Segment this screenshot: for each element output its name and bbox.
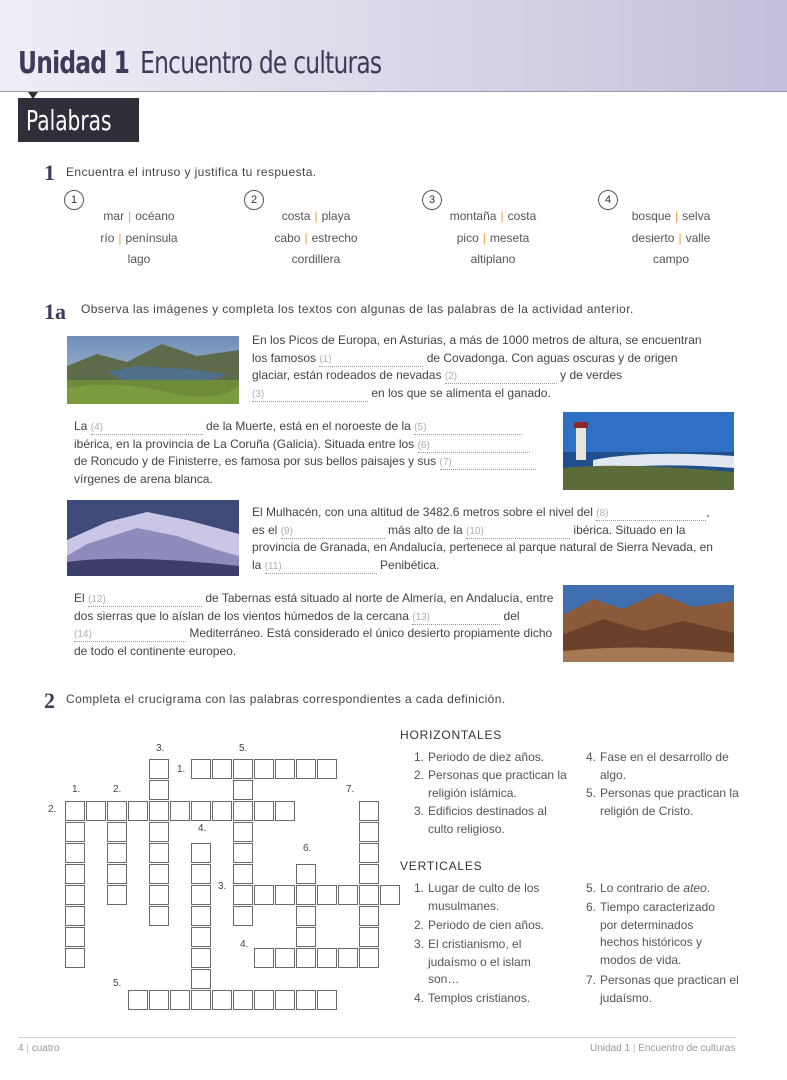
clue-number: 3. bbox=[414, 937, 425, 951]
crossword-cell[interactable] bbox=[149, 780, 169, 800]
clue-v7 bbox=[586, 972, 746, 1007]
word-row bbox=[418, 252, 568, 266]
word: costa bbox=[281, 209, 311, 223]
crossword-cell[interactable] bbox=[254, 990, 274, 1010]
crossword-cell[interactable] bbox=[65, 906, 85, 926]
text: más alto de la bbox=[384, 522, 467, 537]
answer-blank-10[interactable]: (10) bbox=[466, 526, 570, 539]
exercise-2-instruction: Completa el crucigrama con las palabras correspondientes a cada definición. bbox=[66, 692, 506, 706]
text: del bbox=[500, 608, 520, 623]
word-group-3 bbox=[422, 190, 442, 210]
crossword-cell[interactable] bbox=[296, 885, 316, 905]
word: pico bbox=[456, 231, 479, 245]
crossword-cell[interactable] bbox=[338, 885, 358, 905]
clue-number: 7. bbox=[586, 973, 597, 987]
blank-number: 1 bbox=[322, 353, 329, 365]
unit-number: Unidad 1 bbox=[18, 46, 130, 81]
crossword-cell[interactable] bbox=[191, 969, 211, 989]
group-number: 4 bbox=[598, 190, 618, 210]
clue-label-h3: 3. bbox=[218, 881, 227, 892]
word: altiplano bbox=[470, 252, 516, 266]
crossword-cell[interactable] bbox=[359, 864, 379, 884]
separator: | bbox=[128, 209, 132, 223]
blank-number: 2 bbox=[448, 371, 454, 383]
word: cordillera bbox=[291, 252, 341, 266]
unit-footer: Unidad 1 | Encuentro de culturas bbox=[590, 1043, 736, 1054]
crossword-cell[interactable] bbox=[338, 948, 358, 968]
lighthouse-photo bbox=[563, 412, 734, 490]
crossword-cell[interactable] bbox=[254, 948, 274, 968]
clue-text: . bbox=[706, 881, 711, 895]
word-row bbox=[418, 231, 568, 245]
clue-text: Edificios destinados al culto religioso. bbox=[428, 804, 547, 836]
blank-number: 10 bbox=[469, 525, 481, 537]
word: río bbox=[100, 231, 115, 245]
crossword-cell[interactable] bbox=[191, 843, 211, 863]
text: de la Muerte, está en el noroeste de la bbox=[202, 419, 415, 433]
word: campo bbox=[652, 252, 690, 266]
footer-unit-name: Encuentro de culturas bbox=[638, 1043, 736, 1054]
clue-label-h2: 2. bbox=[48, 804, 57, 815]
clue-label-v5: 5. bbox=[239, 743, 248, 754]
separator: | bbox=[314, 209, 318, 223]
crossword-cell[interactable] bbox=[107, 864, 127, 884]
text: de Covadonga. Con aguas oscuras y de origen glaciar, están rodeados de nevadas bbox=[252, 350, 678, 383]
word: cabo bbox=[274, 231, 301, 245]
text: Mediterráneo. Está considerado el único desierto propiamente dicho de todo el continente europeo. bbox=[74, 626, 553, 658]
group-number: 3 bbox=[422, 190, 442, 210]
clue-text: El cristianismo, el judaísmo o el islam son… bbox=[428, 937, 531, 986]
crossword-cell[interactable] bbox=[149, 843, 169, 863]
crossword-cell[interactable] bbox=[359, 906, 379, 926]
crossword-cell[interactable] bbox=[65, 948, 85, 968]
crossword-cell[interactable] bbox=[359, 801, 379, 821]
crossword-cell[interactable] bbox=[317, 990, 337, 1010]
separator: | bbox=[304, 231, 308, 245]
word: bosque bbox=[631, 209, 672, 223]
blank-number: 13 bbox=[415, 611, 427, 623]
exercise-1-instruction: Encuentra el intruso y justifica tu respuesta. bbox=[66, 165, 317, 179]
crossword-cell[interactable] bbox=[65, 927, 85, 947]
answer-blank-12[interactable]: (12) bbox=[88, 594, 202, 607]
crossword-cell[interactable] bbox=[296, 948, 316, 968]
crossword-cell[interactable] bbox=[107, 822, 127, 842]
desert-photo bbox=[563, 585, 734, 662]
crossword-cell[interactable] bbox=[275, 948, 295, 968]
clue-label-h5: 5. bbox=[113, 978, 122, 989]
clue-v3 bbox=[414, 936, 574, 989]
clue-label-v3: 3. bbox=[156, 743, 165, 754]
word: estrecho bbox=[311, 231, 358, 245]
text: en los que se alimenta el ganado. bbox=[368, 385, 551, 400]
answer-blank-8[interactable]: (8) bbox=[596, 508, 706, 521]
clue-text: Fase en el desarrollo de algo. bbox=[600, 750, 729, 782]
clue-number: 3. bbox=[414, 804, 425, 818]
word-row bbox=[596, 231, 746, 245]
clue-text: Tiempo caracterizado por determinados hechos históricos y modos de vida. bbox=[600, 900, 715, 967]
crossword-cell[interactable] bbox=[254, 885, 274, 905]
crossword-cell[interactable] bbox=[149, 906, 169, 926]
crossword-cell[interactable] bbox=[212, 990, 232, 1010]
crossword-cell[interactable] bbox=[359, 822, 379, 842]
word: selva bbox=[682, 209, 711, 223]
footer-rule bbox=[18, 1037, 736, 1038]
clue-v5 bbox=[586, 880, 746, 898]
crossword-cell[interactable] bbox=[191, 906, 211, 926]
clue-number: 5. bbox=[586, 881, 597, 895]
crossword-cell[interactable] bbox=[359, 948, 379, 968]
blank-number: 7 bbox=[442, 457, 449, 469]
crossword-cell[interactable] bbox=[65, 822, 85, 842]
crossword-cell[interactable] bbox=[191, 864, 211, 884]
word: mar bbox=[103, 209, 125, 223]
crossword-cell[interactable] bbox=[191, 801, 211, 821]
crossword-cell[interactable] bbox=[149, 864, 169, 884]
word-group-4 bbox=[598, 190, 618, 210]
clue-label-v7: 7. bbox=[346, 784, 355, 795]
crossword-cell[interactable] bbox=[296, 759, 316, 779]
crossword-cell[interactable] bbox=[65, 864, 85, 884]
answer-blank-14[interactable]: (14) bbox=[74, 629, 186, 642]
crossword-cell[interactable] bbox=[359, 843, 379, 863]
crossword-cell[interactable] bbox=[233, 822, 253, 842]
separator: | bbox=[118, 231, 122, 245]
text: y de verdes bbox=[556, 368, 623, 383]
clue-v1 bbox=[414, 880, 574, 915]
separator: | bbox=[500, 209, 504, 223]
clue-v4 bbox=[414, 990, 574, 1008]
horizontales-heading: HORIZONTALES bbox=[400, 728, 503, 742]
crossword-cell[interactable] bbox=[275, 885, 295, 905]
crossword-cell[interactable] bbox=[233, 843, 253, 863]
crossword-cell[interactable] bbox=[275, 990, 295, 1010]
crossword-cell[interactable] bbox=[65, 843, 85, 863]
crossword-cell[interactable] bbox=[359, 927, 379, 947]
answer-blank-5[interactable]: (5) bbox=[414, 422, 522, 435]
crossword-cell[interactable] bbox=[275, 801, 295, 821]
word: valle bbox=[685, 231, 711, 245]
crossword-cell[interactable] bbox=[65, 801, 85, 821]
word-row bbox=[596, 209, 746, 223]
crossword-cell[interactable] bbox=[233, 990, 253, 1010]
text: En los Picos de Europa, en Asturias, a más de 1000 metros de altura, se encuentran los famosos bbox=[252, 333, 702, 365]
separator: | bbox=[678, 231, 682, 245]
crossword-cell[interactable] bbox=[317, 759, 337, 779]
clue-number: 2. bbox=[414, 918, 425, 932]
answer-blank-6[interactable]: (6) bbox=[418, 440, 530, 453]
crossword-cell[interactable] bbox=[380, 885, 400, 905]
word: lago bbox=[127, 252, 151, 266]
separator: | bbox=[482, 231, 486, 245]
section-title: Palabras bbox=[26, 104, 112, 137]
crossword-cell[interactable] bbox=[107, 801, 127, 821]
clue-text: Personas que practican la religión islámica. bbox=[428, 768, 567, 800]
crossword-cell[interactable] bbox=[107, 885, 127, 905]
clue-text: Lo contrario de bbox=[600, 881, 684, 895]
verticales-heading: VERTICALES bbox=[400, 859, 483, 873]
word: montaña bbox=[449, 209, 497, 223]
crossword-cell[interactable] bbox=[233, 885, 253, 905]
exercise-1-number: 1 bbox=[44, 160, 55, 185]
crossword-cell[interactable] bbox=[212, 759, 232, 779]
crossword-cell[interactable] bbox=[317, 948, 337, 968]
answer-blank-13[interactable]: (13) bbox=[412, 612, 500, 625]
clue-number: 2. bbox=[414, 768, 425, 782]
crossword-cell[interactable] bbox=[233, 780, 253, 800]
clue-v2 bbox=[414, 917, 574, 935]
crossword-cell[interactable] bbox=[107, 843, 127, 863]
blank-number: 8 bbox=[599, 508, 606, 519]
crossword-cell[interactable] bbox=[296, 864, 316, 884]
clue-h5 bbox=[586, 785, 746, 820]
crossword-cell[interactable] bbox=[275, 759, 295, 779]
clue-label-v1: 1. bbox=[72, 784, 81, 795]
crossword-cell[interactable] bbox=[86, 801, 106, 821]
crossword-cell[interactable] bbox=[149, 822, 169, 842]
crossword-cell[interactable] bbox=[149, 801, 169, 821]
clue-h2 bbox=[414, 767, 574, 802]
word: costa bbox=[507, 209, 537, 223]
clue-text: Periodo de diez años. bbox=[428, 750, 545, 764]
crossword-cell[interactable] bbox=[233, 906, 253, 926]
answer-blank-9[interactable]: (9) bbox=[281, 526, 385, 539]
clue-number: 4. bbox=[586, 750, 597, 764]
text: El bbox=[74, 591, 89, 605]
text: ibérica, en la provincia de La Coruña (Galicia). Situada entre los bbox=[74, 436, 418, 451]
crossword-cell[interactable] bbox=[149, 759, 169, 779]
blank-number: 4 bbox=[94, 422, 100, 433]
crossword-cell[interactable] bbox=[254, 759, 274, 779]
page-word: cuatro bbox=[31, 1043, 60, 1054]
clue-number: 6. bbox=[586, 900, 597, 914]
separator: | bbox=[675, 209, 679, 223]
crossword-cell[interactable] bbox=[296, 906, 316, 926]
blank-number: 11 bbox=[268, 560, 279, 572]
blank-number: 9 bbox=[284, 525, 290, 537]
crossword-cell[interactable] bbox=[296, 927, 316, 947]
text: de Roncudo y de Finisterre, es famosa por sus bellos paisajes y sus bbox=[74, 454, 440, 469]
word: desierto bbox=[631, 231, 675, 245]
answer-blank-7[interactable]: (7) bbox=[440, 457, 536, 470]
crossword-grid bbox=[0, 0, 400, 1040]
clue-number: 4. bbox=[414, 991, 425, 1005]
text: El Mulhacén, con una altitud de 3482.6 metros sobre el nivel del bbox=[252, 505, 597, 519]
clue-number: 1. bbox=[414, 750, 425, 764]
clue-text: Personas que practican el judaísmo. bbox=[600, 973, 739, 1005]
unit-name: Encuentro de culturas bbox=[140, 46, 382, 81]
word: playa bbox=[321, 209, 351, 223]
crossword-cell[interactable] bbox=[128, 801, 148, 821]
crossword-cell[interactable] bbox=[65, 885, 85, 905]
clue-h3 bbox=[414, 803, 574, 838]
crossword-cell[interactable] bbox=[191, 927, 211, 947]
page-number: 4 bbox=[18, 1043, 24, 1054]
exercise-1a-instruction: Observa las imágenes y completa los textos con algunas de las palabras de la actividad anterior. bbox=[81, 302, 634, 316]
crossword-cell[interactable] bbox=[191, 885, 211, 905]
word: océano bbox=[135, 209, 175, 223]
group-number: 2 bbox=[244, 190, 264, 210]
blank-number: 12 bbox=[91, 594, 103, 605]
text: vírgenes de arena blanca. bbox=[74, 471, 213, 486]
clue-label-v2: 2. bbox=[113, 784, 122, 795]
crossword-cell[interactable] bbox=[170, 801, 190, 821]
text: , es el bbox=[252, 505, 710, 537]
clue-text-emphasis: ateo bbox=[683, 881, 707, 895]
answer-blank-2[interactable]: (2) bbox=[445, 371, 557, 384]
crossword-cell[interactable] bbox=[233, 759, 253, 779]
clue-text: Personas que practican la religión de Cristo. bbox=[600, 786, 739, 818]
crossword-cell[interactable] bbox=[317, 885, 337, 905]
group-number: 1 bbox=[64, 190, 84, 210]
crossword-cell[interactable] bbox=[149, 885, 169, 905]
crossword-cell[interactable] bbox=[212, 801, 232, 821]
clue-text: Periodo de cien años. bbox=[428, 918, 545, 932]
word: península bbox=[125, 231, 178, 245]
clue-text: Templos cristianos. bbox=[428, 991, 531, 1005]
crossword-cell[interactable] bbox=[359, 885, 379, 905]
exercise-1a-number: 1a bbox=[44, 299, 66, 324]
clue-label-h1: 1. bbox=[177, 764, 186, 775]
text: Penibética. bbox=[376, 557, 440, 572]
clue-h4 bbox=[586, 749, 746, 784]
crossword-cell[interactable] bbox=[191, 759, 211, 779]
crossword-cell[interactable] bbox=[191, 990, 211, 1010]
page-number-footer: 4 | cuatro bbox=[18, 1043, 60, 1054]
crossword-cell[interactable] bbox=[233, 801, 253, 821]
crossword-cell[interactable] bbox=[191, 948, 211, 968]
exercise-2-number: 2 bbox=[44, 688, 55, 713]
blank-number: 3 bbox=[255, 388, 261, 400]
crossword-cell[interactable] bbox=[296, 990, 316, 1010]
text: ibérica. Situado en la provincia de Granada, en Andalucía, pertenece al parque natural de Sierra Nevada, en la bbox=[252, 522, 713, 572]
text: La bbox=[74, 419, 91, 433]
clue-v6 bbox=[586, 899, 746, 969]
clue-text: Lugar de culto de los musulmanes. bbox=[428, 881, 540, 913]
clue-label-v6: 6. bbox=[303, 843, 312, 854]
blank-number: 14 bbox=[77, 629, 89, 641]
text: de Tabernas está situado al norte de Almería, en Andalucía, entre dos sierras que lo aíslan de los vientos húmedos de la cercana bbox=[74, 591, 554, 623]
word-row bbox=[596, 252, 746, 266]
answer-blank-4[interactable]: (4) bbox=[91, 422, 203, 435]
blank-number: 5 bbox=[417, 422, 424, 433]
clue-label-h4: 4. bbox=[240, 939, 249, 950]
clue-number: 5. bbox=[586, 786, 597, 800]
word: meseta bbox=[489, 231, 530, 245]
crossword-cell[interactable] bbox=[233, 864, 253, 884]
crossword-cell[interactable] bbox=[254, 801, 274, 821]
clue-number: 1. bbox=[414, 881, 425, 895]
answer-blank-3[interactable]: (3) bbox=[252, 389, 368, 402]
answer-blank-11[interactable]: (11) bbox=[265, 561, 377, 574]
footer-unit: Unidad 1 bbox=[590, 1043, 631, 1054]
clue-h1 bbox=[414, 749, 574, 767]
blank-number: 6 bbox=[420, 439, 427, 451]
crossword-cell[interactable] bbox=[149, 990, 169, 1010]
crossword-cell[interactable] bbox=[170, 990, 190, 1010]
clue-label-v4: 4. bbox=[198, 823, 207, 834]
word-row bbox=[418, 209, 568, 223]
crossword-cell[interactable] bbox=[128, 990, 148, 1010]
answer-blank-1[interactable]: (1) bbox=[319, 354, 423, 367]
